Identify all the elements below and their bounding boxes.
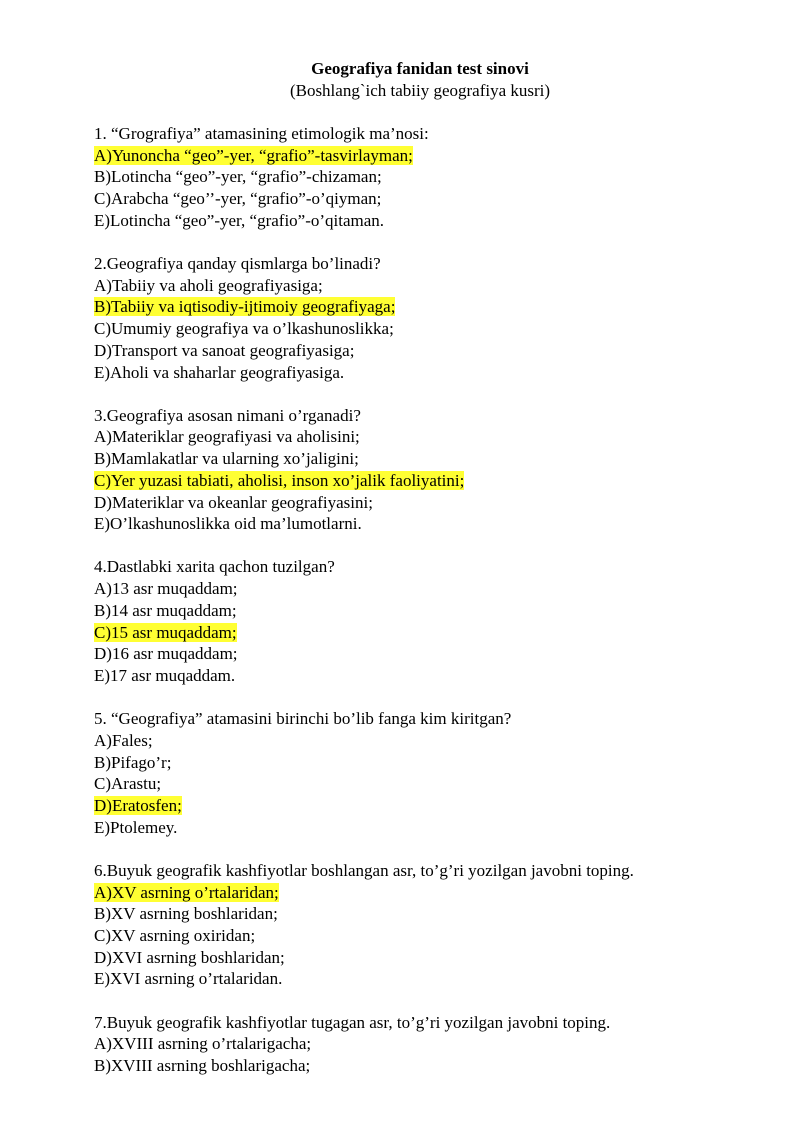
answer-option (94, 448, 774, 470)
answer-option-text: E)XVI asrning o’rtalaridan. (94, 969, 283, 989)
answer-option-text: E)17 asr muqaddam. (94, 665, 236, 685)
answer-option-highlighted (94, 622, 774, 644)
answer-option (94, 362, 774, 384)
answer-option (94, 166, 774, 188)
answer-option-text: D)16 asr muqaddam; (94, 644, 238, 664)
answer-option (94, 643, 774, 665)
answer-option-text: A)XVIII asrning o’rtalarigacha; (94, 1034, 312, 1054)
answer-option (94, 1033, 774, 1055)
answer-option (94, 513, 774, 535)
question-text: 5. “Geografiya” atamasini birinchi bo’lib fanga kim kiritgan? (94, 709, 512, 729)
answer-option-text: E)O’lkashunoslikka oid ma’lumotlarni. (94, 514, 362, 534)
answer-option (94, 492, 774, 514)
answer-option-text: D)Materiklar va okeanlar geografiyasini; (94, 492, 373, 512)
answer-option-highlighted (94, 470, 774, 492)
answer-option-text: D)Transport va sanoat geografiyasiga; (94, 340, 355, 360)
answer-option (94, 188, 774, 210)
answer-option (94, 773, 774, 795)
answer-option-text: B)XVIII asrning boshlarigacha; (94, 1056, 311, 1076)
answer-option (94, 752, 774, 774)
question-text: 3.Geografiya asosan nimani o’rganadi? (94, 405, 361, 425)
answer-option-text: C)Arastu; (94, 774, 162, 794)
question-block (94, 860, 774, 990)
answer-option (94, 275, 774, 297)
answer-option (94, 665, 774, 687)
answer-option (94, 578, 774, 600)
answer-option-text: A)Materiklar geografiyasi va aholisini; (94, 427, 360, 447)
question-text: 6.Buyuk geografik kashfiyotlar boshlangan asr, to’g’ri yozilgan javobni toping. (94, 860, 634, 880)
question-text: 7.Buyuk geografik kashfiyotlar tugagan asr, to’g’ri yozilgan javobni toping. (94, 1012, 611, 1032)
answer-option-text: C)Umumiy geografiya va o’lkashunoslikka; (94, 319, 394, 339)
question-block (94, 405, 774, 535)
question-block (94, 1012, 774, 1077)
answer-option-highlighted (94, 882, 774, 904)
answer-option (94, 947, 774, 969)
answer-option (94, 968, 774, 990)
answer-option-text: B)Pifago’r; (94, 752, 172, 772)
answer-option-text: B)Lotincha “geo”-yer, “grafio”-chizaman; (94, 167, 382, 187)
question-list (94, 123, 774, 1098)
answer-option (94, 210, 774, 232)
answer-option (94, 1055, 774, 1077)
answer-option-text: C)Arabcha “geo’’-yer, “grafio”-o’qiyman; (94, 189, 382, 209)
answer-option (94, 925, 774, 947)
question-block (94, 253, 774, 383)
answer-option (94, 903, 774, 925)
document-subtitle: (Boshlang`ich tabiiy geografiya kusri) (289, 81, 551, 100)
question-text: 4.Dastlabki xarita qachon tuzilgan? (94, 557, 335, 577)
answer-option-text: B)Mamlakatlar va ularning xo’jaligini; (94, 449, 359, 469)
answer-option-text: B)XV asrning boshlaridan; (94, 904, 278, 924)
answer-option (94, 600, 774, 622)
answer-option-text: D)Eratosfen; (94, 795, 182, 815)
question-text: 1. “Grografiya” atamasining etimologik ma’nosi: (94, 124, 429, 143)
answer-option-text: A)13 asr muqaddam; (94, 579, 238, 599)
answer-option-text: A)Yunoncha “geo”-yer, “grafio”-tasvirlayman; (94, 145, 413, 165)
answer-option-text: E)Aholi va shaharlar geografiyasiga. (94, 362, 345, 382)
answer-option-text: B)14 asr muqaddam; (94, 600, 237, 620)
question-block (94, 708, 774, 838)
answer-option (94, 318, 774, 340)
answer-option-text: B)Tabiiy va iqtisodiy-ijtimoiy geografiyaga; (94, 297, 396, 317)
question-text: 2.Geografiya qanday qismlarga bo’linadi? (94, 254, 381, 274)
answer-option-text: E)Ptolemey. (94, 817, 178, 837)
answer-option-text: C)15 asr muqaddam; (94, 622, 237, 642)
answer-option-text: C)XV asrning oxiridan; (94, 926, 256, 945)
question-block (94, 123, 774, 232)
answer-option (94, 817, 774, 839)
answer-option (94, 426, 774, 448)
answer-option (94, 340, 774, 362)
document-title: Geografiya fanidan test sinovi (311, 59, 529, 78)
answer-option-highlighted (94, 296, 774, 318)
answer-option-text: A)Fales; (94, 730, 153, 750)
answer-option-highlighted (94, 145, 774, 167)
answer-option-text: C)Yer yuzasi tabiati, aholisi, inson xo’jalik faoliyatini; (94, 470, 465, 490)
answer-option-text: A)XV asrning o’rtalaridan; (94, 882, 279, 902)
answer-option-text: A)Tabiiy va aholi geografiyasiga; (94, 275, 323, 295)
question-block (94, 556, 774, 686)
answer-option (94, 730, 774, 752)
answer-option-text: E)Lotincha “geo”-yer, “grafio”-o’qitaman. (94, 210, 385, 230)
answer-option-highlighted (94, 795, 774, 817)
answer-option-text: D)XVI asrning boshlaridan; (94, 947, 285, 967)
